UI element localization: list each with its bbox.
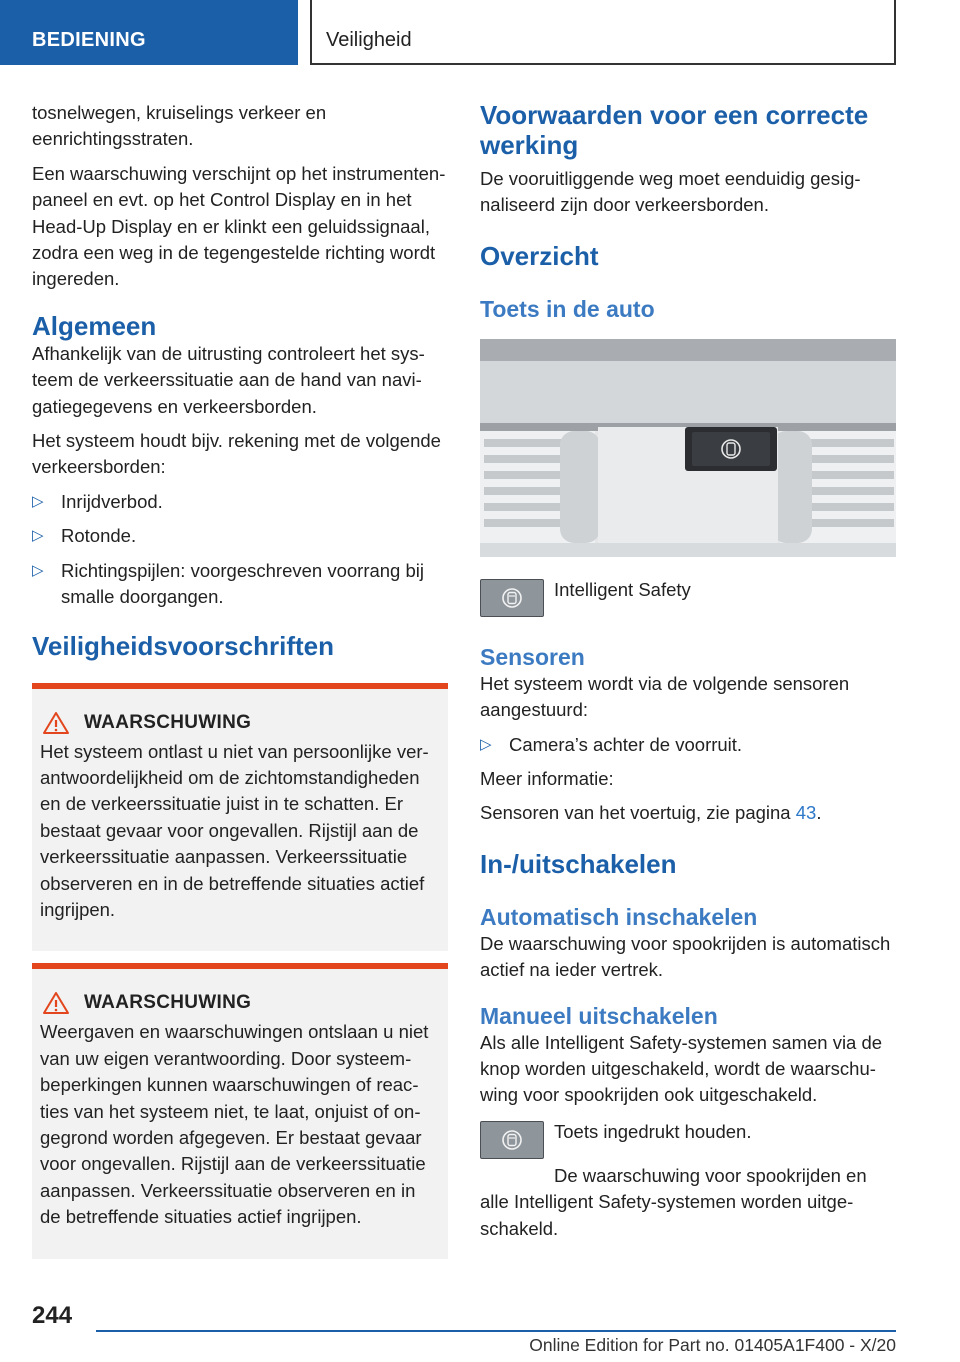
auto-on-paragraph: De waarschuwing voor spookrijden is automatisch actief na ieder vertrek. (480, 932, 891, 981)
manual-off-paragraph: Als alle Intelligent Safety-systemen samen via de knop worden uitgeschakeld, wordt de waarschuwing voor spookrijden ook uitgeschakeld. (480, 1031, 883, 1106)
list-item: ▷ Camera’s achter de voorruit. (480, 732, 896, 758)
button-legend-label: Intelligent Safety (554, 578, 691, 600)
warning-box-1 (32, 683, 448, 952)
intelligent-safety-button[interactable] (480, 579, 544, 617)
intelligent-safety-button[interactable] (480, 1121, 544, 1159)
list-item: ▷ Rotonde. (32, 523, 448, 549)
triangle-right-icon: ▷ (32, 492, 44, 510)
section-tab (0, 0, 298, 65)
right-column (480, 100, 896, 1250)
button-legend (480, 577, 896, 617)
heading-safety: Veiligheidsvoorschriften (32, 630, 334, 661)
triangle-right-icon: ▷ (32, 527, 44, 545)
intro-paragraph-1: tosnelwegen, kruiselings verkeer en eenrichtingsstraten. (32, 102, 327, 150)
section-title: BEDIENING (32, 29, 146, 51)
triangle-right-icon: ▷ (480, 735, 492, 753)
left-column (32, 100, 448, 1259)
warning-title: WAARSCHUWING (84, 992, 252, 1014)
warning-box-2 (32, 963, 448, 1258)
heading-switching: In-/uitschakelen (480, 848, 677, 879)
warning-title: WAARSCHUWING (84, 711, 252, 733)
triangle-right-icon: ▷ (32, 561, 44, 579)
list-item: ▷ Richtingspijlen: voorgeschreven voorrang bij smalle doorgangen. (32, 559, 424, 608)
intelligent-safety-icon (500, 586, 524, 610)
hold-button-instruction (480, 1119, 896, 1159)
edition-note: Online Edition for Part no. 01405A1F400 - X/20 (529, 1335, 896, 1355)
sensors-paragraph: Het systeem wordt via de volgende sensoren aangestuurd: (480, 672, 850, 721)
heading-manual-off: Manueel uitschakelen (480, 1002, 718, 1029)
requirements-paragraph: De vooruitliggende weg moet eenduidig gesignaliseerd zijn door verkeersborden. (480, 168, 861, 216)
general-paragraph-1: Afhankelijk van de uitrusting controleert het systeem de verkeerssituatie aan de hand van navigatiegegevens en verkeersborden. (32, 342, 425, 417)
more-info-label: Meer informatie: (480, 768, 614, 790)
heading-overview: Overzicht (480, 240, 599, 271)
intelligent-safety-icon (500, 1128, 524, 1152)
intro-paragraph-2: Een waarschuwing verschijnt op het instrumentenpaneel en evt. op het Control Display en in het Head-Up Display en er klinkt een geluidssignaal, zodra een weg in de tegengestelde richting wordt ingereden. (32, 162, 446, 290)
heading-requirements: Voorwaarden voor een correcte werking (480, 100, 869, 160)
warning-text: Het systeem ontlast u niet van persoonlijke verantwoordelijkheid om de zichtomstandigheden en de verkeerssituatie juist in te schatten. Er bestaat gevaar voor ongevallen. Rijstijl aan de verkeerssituatie aanpassen. Verkeerssituatie observeren en in de betreffende situaties actief ingrijpen. (40, 740, 429, 920)
list-item: ▷ Inrijdverbod. (32, 489, 448, 515)
warning-text: Weergaven en waarschuwingen ontslaan u niet van uw eigen verantwoording. Door systeembeperkingen kunnen waarschuwingen of reacties van het systeem niet, te laat, onjuist of ongegrond worden afgegeven. Er bestaat gevaar voor ongevallen. Rijstijl aan de verkeerssituatie aanpassen. Verkeerssituatie observeren en in de betreffende situaties actief ingrijpen. (40, 1021, 429, 1228)
chapter-tab (310, 0, 896, 65)
heading-auto-on: Automatisch inschakelen (480, 903, 758, 930)
page-number: 244 (32, 1302, 73, 1329)
chapter-title: Veiligheid (326, 29, 412, 51)
sensor-reference: Sensoren van het voertuig, zie pagina 43. (480, 802, 822, 824)
sensor-list (480, 732, 896, 758)
page-reference-link[interactable]: 43 (795, 802, 817, 824)
dashboard-button-photo (480, 339, 896, 557)
heading-button-in-car: Toets in de auto (480, 295, 655, 322)
warning-triangle-icon (42, 991, 70, 1015)
footer-divider (96, 1330, 896, 1332)
heading-general: Algemeen (32, 310, 157, 341)
result-paragraph: De waarschuwing voor spookrijden en alle Intelligent Safety-systemen worden uitgeschakeld. (480, 1164, 867, 1239)
heading-sensors: Sensoren (480, 643, 585, 670)
traffic-sign-list (32, 489, 448, 611)
warning-triangle-icon (42, 711, 70, 735)
hold-instruction: Toets ingedrukt houden. (554, 1120, 752, 1142)
general-paragraph-2: Het systeem houdt bijv. rekening met de volgende verkeersborden: (32, 430, 441, 478)
